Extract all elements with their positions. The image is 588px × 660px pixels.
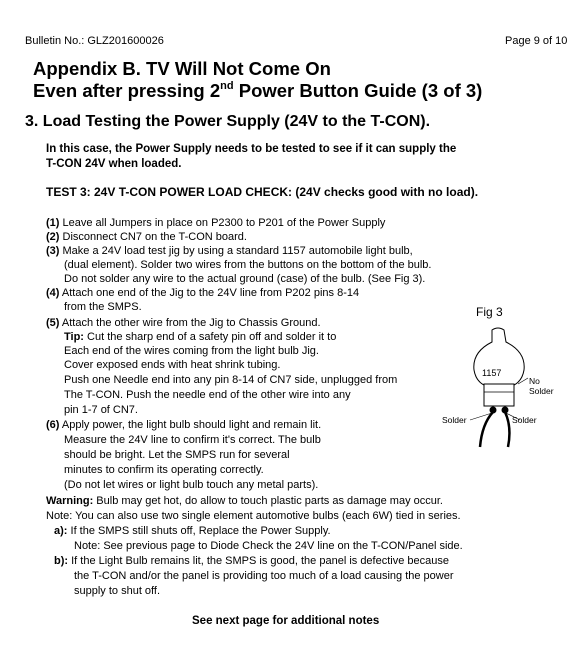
step-3-line-2: (dual element). Solder two wires from the buttons on the bottom of the bulb.: [64, 259, 432, 271]
step-2: (2) Disconnect CN7 on the T-CON board.: [46, 231, 247, 243]
tip-line-2: Each end of the wires coming from the light bulb Jig.: [64, 345, 319, 357]
warning: Warning: Bulb may get hot, do allow to touch plastic parts as damage may occur.: [46, 495, 443, 507]
step-6-line-4: minutes to confirm its operating correctly.: [64, 464, 264, 476]
test-heading: TEST 3: 24V T-CON POWER LOAD CHECK: (24V checks good with no load).: [46, 185, 479, 199]
page-number: Page 9 of 10: [505, 35, 568, 47]
tip: Tip: Cut the sharp end of a safety pin off and solder it to: [64, 331, 337, 343]
step-6-line-2: Measure the 24V line to confirm it's correct. The bulb: [64, 434, 321, 446]
step-4-line-2: from the SMPS.: [64, 301, 142, 313]
no-solder-label-1: No: [529, 376, 540, 386]
page-title-line2: Even after pressing 2nd Power Button Guide (3 of 3): [33, 80, 483, 101]
note-b-line-2: the T-CON and/or the panel is providing too much of a load causing the power: [74, 570, 454, 582]
note-a-sub: Note: See previous page to Diode Check the 24V line on the T-CON/Panel side.: [74, 540, 463, 552]
step-5: (5) Attach the other wire from the Jig to Chassis Ground.: [46, 317, 321, 329]
bulletin-number: Bulletin No.: GLZ201600026: [25, 35, 164, 47]
step-3: (3) Make a 24V load test jig by using a standard 1157 automobile light bulb,: [46, 245, 413, 257]
tip-line-6: pin 1-7 of CN7.: [64, 404, 138, 416]
figure-label: Fig 3: [476, 305, 503, 319]
note: Note: You can also use two single element automotive bulbs (each 6W) tied in series.: [46, 510, 461, 522]
tip-line-4: Push one Needle end into any pin 8-14 of CN7 side, unplugged from: [64, 374, 398, 386]
wire-right-icon: [505, 412, 509, 447]
step-6-line-5: (Do not let wires or light bulb touch any metal parts).: [64, 479, 319, 491]
step-6: (6) Apply power, the light bulb should light and remain lit.: [46, 419, 322, 431]
bulb-diagram: [440, 322, 560, 452]
note-b-line-3: supply to shut off.: [74, 585, 161, 597]
page-title-line1: Appendix B. TV Will Not Come On: [33, 58, 331, 79]
solder-label-right: Solder: [512, 415, 537, 425]
bulb-base-icon: [484, 384, 514, 406]
wire-left-icon: [480, 412, 493, 447]
intro-line-1: In this case, the Power Supply needs to be tested to see if it can supply the: [46, 143, 457, 155]
step-3-line-3: Do not solder any wire to the actual ground (case) of the bulb. (See Fig 3).: [64, 273, 426, 285]
solder-label-left: Solder: [442, 415, 467, 425]
intro-line-2: T-CON 24V when loaded.: [46, 158, 182, 170]
section-heading: 3. Load Testing the Power Supply (24V to the T-CON).: [25, 113, 431, 130]
no-solder-label-2: Solder: [529, 386, 554, 396]
note-b: b): If the Light Bulb remains lit, the SMPS is good, the panel is defective because: [54, 555, 449, 567]
tip-line-3: Cover exposed ends with heat shrink tubing.: [64, 359, 281, 371]
step-4: (4) Attach one end of the Jig to the 24V line from P202 pins 8-14: [46, 287, 360, 299]
tip-line-5: The T-CON. Push the needle end of the other wire into any: [64, 389, 351, 401]
note-a: a): If the SMPS still shuts off, Replace the Power Supply.: [54, 525, 331, 537]
bulb-number-label: 1157: [482, 368, 502, 378]
step-6-line-3: should be bright. Let the SMPS run for several: [64, 449, 290, 461]
footer-note: See next page for additional notes: [192, 615, 380, 627]
step-1: (1) Leave all Jumpers in place on P2300 to P201 of the Power Supply: [46, 217, 386, 229]
